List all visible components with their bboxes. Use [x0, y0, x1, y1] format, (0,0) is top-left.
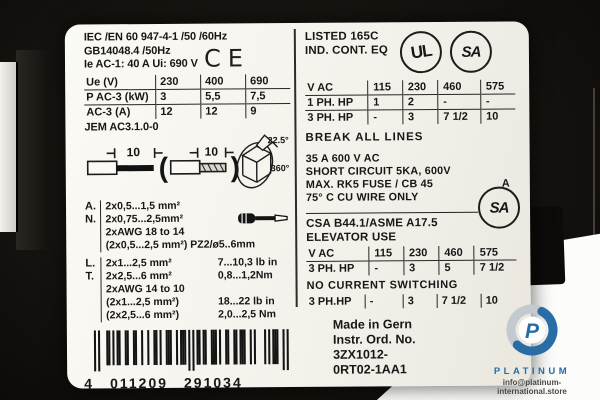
amp-unit: A: [501, 177, 510, 190]
cell: 3: [403, 294, 437, 308]
break-all-lines-text: BREAK ALL LINES: [305, 131, 424, 144]
ratings-table: [84, 74, 290, 119]
made-in-line: Made in Gern: [332, 317, 413, 332]
row-header: 3 PH. HP: [305, 110, 368, 125]
csa-logo-icon: SA: [478, 186, 520, 228]
col-header: V AC: [307, 81, 334, 94]
turn-angle-label: 360°: [270, 163, 290, 174]
standard-line: GB14048.4 /50Hz: [83, 44, 171, 57]
torque-value: [218, 282, 278, 295]
terminal-group-label: A.: [84, 200, 97, 213]
col-header: 115: [369, 246, 404, 261]
svg-text:P: P: [524, 320, 540, 343]
row-header: 3 PH. HP: [306, 261, 369, 276]
no-current-switching-text: NO CURRENT SWITCHING: [306, 278, 458, 292]
cell: 7 1/2: [437, 294, 481, 308]
col-header: 575: [480, 79, 515, 94]
cell: 12: [201, 103, 246, 118]
torque-value: 7...10,3 lb in: [217, 256, 278, 269]
wire-size: 2x1...2,5 mm²: [105, 256, 172, 270]
product-edge-highlight: [593, 88, 595, 238]
bracket-rule: [100, 257, 102, 322]
listed-line: IND. CONT. EQ: [304, 44, 389, 57]
table-row: [305, 79, 515, 95]
cell: 10: [481, 109, 516, 124]
product-side-highlight: [0, 62, 16, 232]
screw-angle-label: 22.5°: [267, 135, 289, 146]
table-row: [84, 88, 290, 104]
cell: 9: [246, 103, 291, 118]
cell: 12: [156, 104, 201, 119]
barcode-digit-group: 4: [84, 375, 95, 392]
table-row: [305, 94, 515, 110]
elevator-standard-line: CSA B44.1/ASME A17.5: [306, 217, 438, 230]
platinum-logo-icon: [501, 301, 563, 363]
wire-spec-row: [106, 295, 278, 309]
watermark-brand-text: PLATINUM: [493, 366, 571, 377]
col-header: 115: [368, 80, 403, 95]
cell: -: [369, 261, 404, 276]
strip-length-label: 10: [204, 144, 219, 159]
torque-value: 2,0...2,5 Nm: [218, 308, 276, 321]
cell: 3: [402, 110, 437, 125]
cell: 3: [156, 89, 201, 104]
wire-size: (2x2,5...6 mm²): [106, 308, 180, 322]
elevator-use-line: ELEVATOR USE: [306, 230, 397, 244]
order-no-line: Instr. Ord. No.: [332, 332, 416, 347]
cell: -: [480, 94, 515, 109]
screwdriver-icon: [237, 211, 291, 225]
spec-label: [65, 21, 532, 392]
elevator-ratings-table: [306, 245, 516, 275]
wire-size: 2xAWG 14 to 10: [105, 282, 185, 296]
cell: 2: [402, 95, 437, 110]
strip-length-label: 10: [126, 145, 141, 160]
cell: -: [438, 94, 481, 109]
cell: 3: [404, 261, 439, 276]
row-header: 3 PH.HP: [308, 295, 352, 308]
store-watermark: [472, 301, 592, 396]
sc-line: 35 A 600 V AC: [305, 152, 380, 165]
label-left-column: [84, 30, 293, 391]
wire-spec-line: 2xAWG 18 to 14: [105, 225, 185, 239]
barcode-bars: [82, 329, 296, 372]
ul-logo-icon: UL: [400, 31, 442, 73]
col-header: V AC: [308, 247, 335, 260]
cell: -: [365, 294, 403, 308]
row-header: P AC-3 (kW): [84, 89, 156, 104]
cell: 5: [439, 260, 474, 275]
barcode: [82, 329, 292, 391]
column-divider: [294, 29, 297, 307]
listed-line: LISTED 165C: [304, 30, 379, 43]
wire-spec-line: 2x0,5...1,5 mm²: [105, 199, 181, 213]
an-wire-spec-block: [85, 199, 291, 252]
barcode-digit-group: 291034: [183, 374, 243, 391]
product-body-left: [16, 50, 50, 250]
cell: -: [368, 110, 403, 125]
terminal-group-label: T.: [85, 270, 95, 283]
table-row: [306, 260, 516, 276]
table-row: [84, 103, 290, 119]
wire-spec-line: (2x0,5...2,5 mm²) PZ2/ø5..6mm: [105, 238, 256, 252]
barcode-digit-group: 011209: [109, 374, 169, 392]
cell: 7 1/2: [474, 260, 516, 275]
row-header: Ue (V): [86, 75, 118, 88]
hp-ratings-table: [305, 79, 515, 124]
sc-line: SHORT CIRCUIT 5KA, 600V: [305, 164, 451, 178]
barcode-digits: [82, 374, 292, 391]
section-divider: [306, 212, 478, 214]
wire-spec-row: [106, 308, 278, 322]
wire-size: 2x2,5...6 mm²: [105, 269, 172, 283]
wire-strip-diagram-icon: [85, 133, 291, 190]
torque-value: 0,8...1,2Nm: [217, 269, 273, 282]
table-row: [306, 245, 516, 261]
wire-spec-row: [106, 256, 278, 270]
col-header: 230: [403, 246, 438, 261]
torque-value: 18...22 lb in: [218, 295, 275, 308]
standard-line: Ie AC-1: 40 A Ui: 690 V: [83, 57, 198, 71]
col-header: 230: [402, 80, 437, 95]
terminal-group-label: L.: [85, 257, 96, 270]
watermark-email-text: info@platinum-international.store: [497, 378, 567, 396]
svg-text:(: (: [158, 151, 169, 183]
cell: 1: [368, 95, 403, 110]
order-no-value: 3ZX1012-: [332, 347, 389, 362]
standard-line: IEC /EN 60 947-4-1 /50 /60Hz: [83, 30, 228, 44]
wire-spec-row: [106, 282, 278, 296]
jem-standard-line: JEM AC3.1.0-0: [84, 120, 159, 133]
sc-line: MAX. RK5 FUSE / CB 45 A: [305, 177, 510, 191]
bracket-rule: [100, 200, 102, 252]
row-header: AC-3 (A): [84, 104, 156, 119]
ce-mark-icon: CE: [203, 44, 251, 73]
cell: 400: [201, 74, 246, 89]
row-header: 1 PH. HP: [305, 95, 368, 110]
cell: 10: [481, 294, 511, 308]
sc-line: 75° C CU WIRE ONLY: [305, 191, 419, 204]
table-row: [84, 74, 290, 90]
wire-spec-line: 2x0,75...2,5mm²: [105, 212, 184, 226]
wire-size: (2x1...2,5 mm²): [106, 295, 180, 309]
svg-text:): ): [230, 151, 241, 183]
cell: 7,5: [246, 88, 291, 103]
col-header: 460: [438, 80, 481, 95]
terminal-group-label: N.: [85, 213, 97, 226]
col-header: 460: [439, 246, 474, 261]
cell: 690: [246, 74, 291, 89]
order-no-value: 0RT02-1AA1: [333, 362, 407, 377]
table-row: [305, 109, 515, 125]
cell: 5,5: [201, 88, 246, 103]
wire-spec-row: [106, 269, 278, 283]
col-header: 575: [474, 245, 516, 260]
lt-wire-spec-block: [85, 256, 291, 322]
csa-logo-icon: SA: [450, 31, 492, 73]
cell: 7 1/2: [438, 109, 481, 124]
cell: 230: [156, 74, 201, 89]
